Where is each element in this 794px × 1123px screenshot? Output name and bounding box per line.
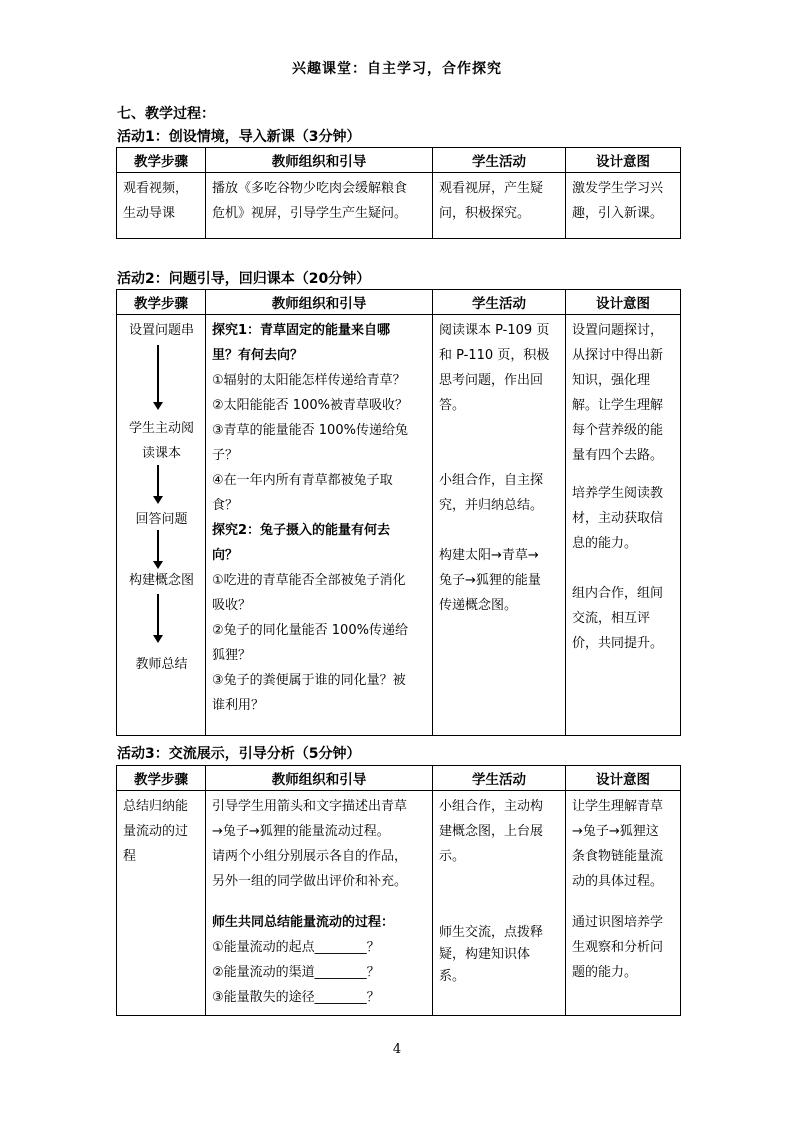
text-line: 疑，构建知识体 [439, 947, 531, 962]
activity1-table [116, 147, 681, 239]
inquiry-title: 探究2：兔子摄入的能量有何去 [212, 523, 391, 538]
activity3-title: 活动3：交流展示，引导分析（5分钟） [117, 746, 361, 762]
flow-step-label: 读课本 [141, 446, 181, 461]
header-step: 教学步骤 [117, 148, 206, 173]
text-line: 观看视屏，产生疑 [439, 181, 544, 196]
summary-title: 师生共同总结能量流动的过程： [212, 915, 395, 930]
header-teacher: 教师组织和引导 [206, 290, 433, 315]
text-line: 设置问题探讨， [572, 323, 664, 338]
student-cell [433, 791, 565, 988]
intent-cell [566, 791, 680, 985]
header-teacher: 教师组织和引导 [206, 148, 433, 173]
text-line: 子？ [212, 448, 239, 463]
text-line: ③兔子的粪便属于谁的同化量？被 [212, 673, 406, 688]
header-step: 教学步骤 [117, 766, 206, 791]
text-line: 材，主动获取信 [572, 511, 664, 526]
inquiry-title: 里？有何去向？ [212, 348, 304, 363]
text-line: 题的能力。 [572, 965, 638, 980]
header-intent: 设计意图 [566, 148, 681, 173]
section-title: 七、教学过程： [117, 106, 215, 122]
inquiry-title: 探究1：青草固定的能量来自哪 [212, 323, 391, 338]
student-cell [433, 173, 565, 226]
text-line: 小组合作，自主探 [439, 473, 544, 488]
header-teacher: 教师组织和引导 [206, 766, 433, 791]
header-student: 学生活动 [433, 766, 566, 791]
flow-step-label: 学生主动阅 [128, 421, 194, 436]
text-line: 从探讨中得出新 [572, 348, 664, 363]
text-line: 和 P-110 页，积极 [439, 348, 550, 363]
text-line: 趣，引入新课。 [572, 206, 664, 221]
page-header: 兴趣课堂：自主学习，合作探究 [292, 61, 502, 77]
text-line: 另外一组的同学做出评价和补充。 [212, 874, 408, 889]
text-line: 激发学生学习兴 [572, 181, 664, 196]
text-line: 食？ [212, 498, 239, 513]
text-line: →兔子→狐狸的能量流动过程。 [212, 824, 390, 839]
text-line: 狐狸？ [212, 648, 252, 663]
text-line: 价，共同提升。 [572, 636, 664, 651]
text-line: ③能量散失的途径________？ [212, 990, 380, 1005]
text-line: 究，并归纳总结。 [439, 498, 544, 513]
teacher-cell [206, 791, 432, 1010]
down-arrow-icon [157, 465, 159, 497]
text-line: 思考问题，作出回 [439, 373, 544, 388]
text-line: ③青草的能量能否 100%传递给兔 [212, 423, 408, 438]
text-line: 谁利用？ [212, 698, 265, 713]
text-line: ②兔子的同化量能否 100%传递给 [212, 623, 408, 638]
text-line: 构建太阳→青草→ [439, 548, 539, 563]
text-line: ①吃进的青草能否全部被兔子消化 [212, 573, 406, 588]
table-header-row [117, 148, 681, 173]
text-line: 通过识图培养学 [572, 915, 664, 930]
text-line: 程 [123, 849, 137, 864]
text-line: 观看视频， [123, 181, 189, 196]
table-row [117, 173, 681, 239]
text-line: 示。 [439, 849, 466, 864]
flow-step-label: 教师总结 [135, 657, 188, 672]
down-arrow-icon [157, 530, 159, 562]
text-line: 每个营养级的能 [572, 423, 664, 438]
text-line: 量流动的过 [123, 824, 189, 839]
text-line: ②太阳能能否 100%被青草吸收？ [212, 398, 408, 413]
text-line: 培养学生阅读教 [572, 486, 664, 501]
text-line: 条食物链能量流 [572, 849, 664, 864]
student-cell [433, 315, 565, 618]
text-line: ①辐射的太阳能怎样传递给青草？ [212, 373, 406, 388]
text-line: 吸收？ [212, 598, 252, 613]
table-row [117, 315, 681, 736]
text-line: ④在一年内所有青草都被兔子取 [212, 473, 393, 488]
flow-step-label: 回答问题 [135, 512, 188, 527]
text-line: 播放《多吃谷物少吃肉会缓解粮食 [212, 181, 408, 196]
header-step: 教学步骤 [117, 290, 206, 315]
activity2-title: 活动2：问题引导，回归课本（20分钟） [117, 271, 371, 287]
activity3-table [116, 765, 681, 1016]
text-line: 总结归纳能 [123, 799, 189, 814]
text-line: 问，积极探究。 [439, 206, 531, 221]
header-student: 学生活动 [433, 290, 566, 315]
step-flowchart [117, 315, 205, 735]
intent-cell [566, 173, 680, 226]
text-line: 建概念图，上台展 [439, 824, 544, 839]
table-row [117, 791, 681, 1016]
header-student: 学生活动 [433, 148, 566, 173]
text-line: 组内合作，组间 [572, 586, 664, 601]
teacher-cell [206, 315, 432, 718]
text-line: 息的能力。 [572, 536, 638, 551]
text-line: 兔子→狐狸的能量 [439, 573, 541, 588]
teacher-cell [206, 173, 432, 226]
text-line: 师生交流，点拨释 [439, 925, 544, 940]
activity1-title: 活动1：创设情境，导入新课（3分钟） [117, 129, 361, 145]
text-line: 引导学生用箭头和文字描述出青草 [212, 799, 408, 814]
text-line: 量有四个去路。 [572, 448, 664, 463]
text-line: 知识，强化理 [572, 373, 651, 388]
step-cell [117, 173, 205, 226]
text-line: ①能量流动的起点________？ [212, 940, 380, 955]
table-header-row [117, 290, 681, 315]
text-line: 让学生理解青草 [572, 799, 664, 814]
text-line: 阅读课本 P-109 页 [439, 323, 550, 338]
flow-step-label: 设置问题串 [128, 323, 194, 338]
text-line: 小组合作，主动构 [439, 799, 544, 814]
down-arrow-icon [157, 594, 159, 636]
text-line: 危机》视屏，引导学生产生疑问。 [212, 206, 408, 221]
text-line: 解。让学生理解 [572, 398, 664, 413]
down-arrow-icon [157, 345, 159, 403]
text-line: 生动导课 [123, 206, 176, 221]
text-line: →兔子→狐狸这 [572, 824, 659, 839]
text-line: ②能量流动的渠道________？ [212, 965, 380, 980]
flow-step-label: 构建概念图 [128, 573, 194, 588]
text-line: 请两个小组分别展示各自的作品， [212, 849, 408, 864]
text-line: 传递概念图。 [439, 598, 518, 613]
text-line: 系。 [439, 969, 466, 984]
text-line: 动的具体过程。 [572, 874, 664, 889]
text-line: 答。 [439, 398, 466, 413]
inquiry-title: 向？ [212, 548, 239, 563]
text-line: 交流，相互评 [572, 611, 651, 626]
table-header-row [117, 766, 681, 791]
header-intent: 设计意图 [566, 766, 681, 791]
page-number: 4 [392, 1042, 402, 1057]
text-line: 生观察和分析问 [572, 940, 664, 955]
intent-cell [566, 315, 680, 656]
activity2-table [116, 289, 681, 736]
header-intent: 设计意图 [566, 290, 681, 315]
step-cell [117, 791, 205, 869]
